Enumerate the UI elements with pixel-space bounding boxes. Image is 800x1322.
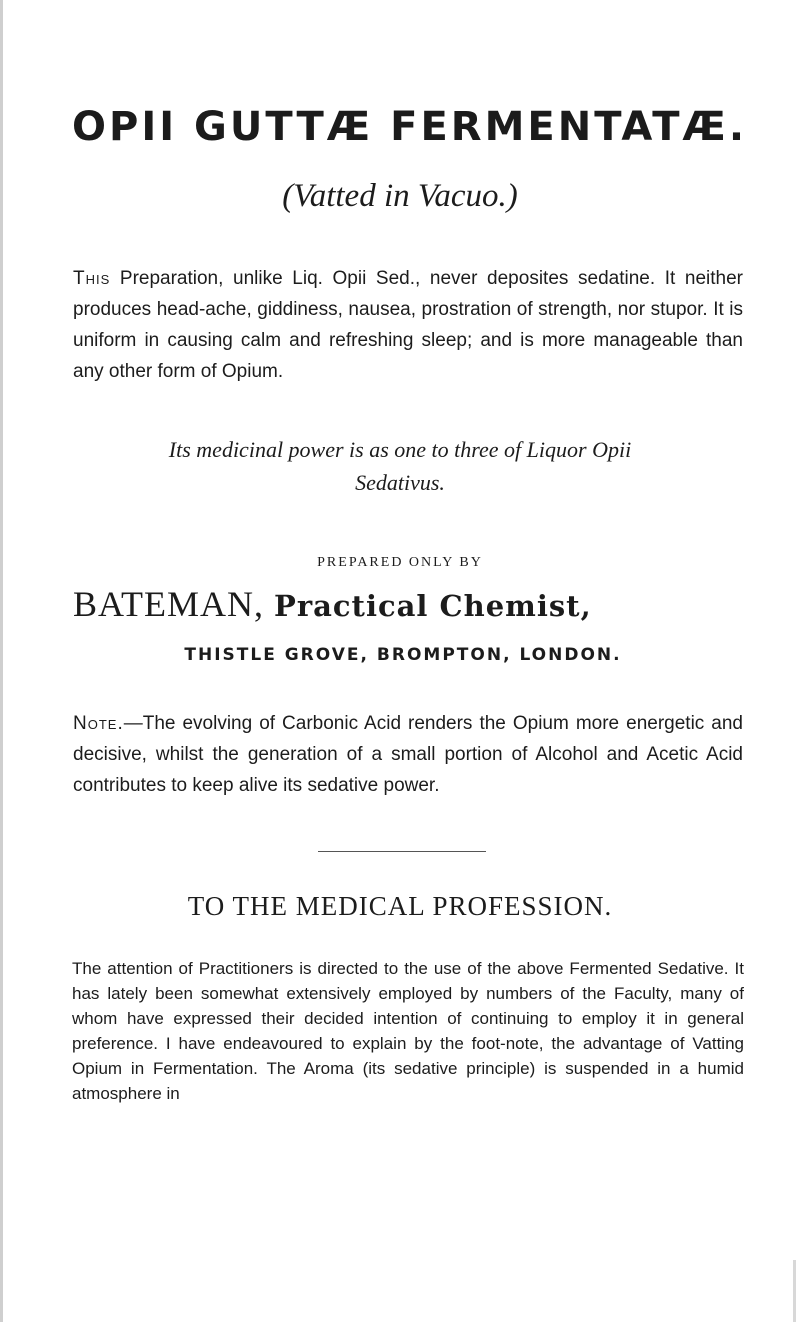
- note-body: —The evolving of Carbonic Acid renders the Opium more energetic and decisive, whilst the generation of a small portion of Alcohol and Acetic Acid contributes to keep alive its sedative power.: [73, 713, 743, 796]
- note-paragraph: [73, 708, 743, 801]
- intro-body: Preparation, unlike Liq. Opii Sed., never deposites sedatine. It neither produces head-ache, giddiness, nausea, prostration of strength, nor stupor. It is uniform in causing calm and refreshing sleep; and is more manageable than any other form of Opium.: [73, 268, 743, 382]
- maker-line: [73, 583, 733, 625]
- maker-title: Practical Chemist,: [274, 589, 592, 623]
- maker-address: THISTLE GROVE, BROMPTON, LONDON.: [184, 645, 622, 665]
- section-body: The attention of Practitioners is directed to the use of the above Fermented Sedative. It has lately been somewhat extensively employed by numbers of the Faculty, many of whom have expressed their decided intention of continuing to employ it in general preference. I have endeavoured to explain by the foot-note, the advantage of Vatting Opium in Fermentation. The Aroma (its sedative principle) is suspended in a humid atmosphere in: [72, 959, 744, 1103]
- strength-statement-cont: Sedativus.: [355, 470, 445, 495]
- note-lead: Note.: [73, 713, 124, 734]
- intro-paragraph: [73, 263, 743, 387]
- prepared-by-label: PREPARED ONLY BY: [317, 555, 483, 570]
- page-title: OPII GUTTÆ FERMENTATÆ.: [72, 104, 748, 150]
- maker-name: BATEMAN,: [73, 584, 275, 624]
- subtitle: (Vatted in Vacuo.): [282, 178, 518, 214]
- intro-lead-word: This: [73, 268, 111, 289]
- divider: [318, 851, 486, 852]
- page-mark: [793, 1260, 796, 1322]
- strength-statement: Its medicinal power is as one to three of Liquor Opii: [168, 437, 632, 462]
- section-heading: TO THE MEDICAL PROFESSION.: [187, 891, 613, 921]
